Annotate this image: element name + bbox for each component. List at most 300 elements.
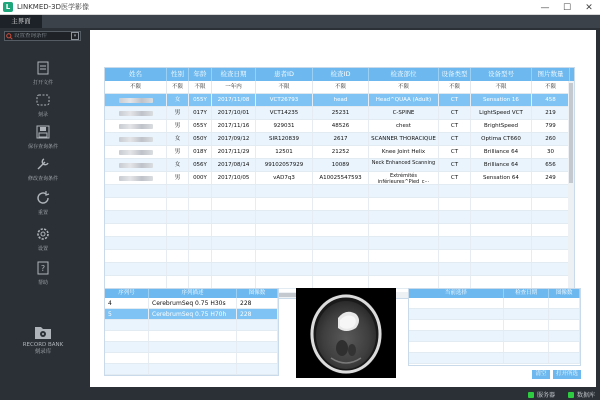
cell-date bbox=[212, 237, 256, 249]
cell-patient-id: 99102057929 bbox=[256, 159, 313, 171]
column-header-patient-id[interactable]: 患者ID bbox=[256, 68, 313, 81]
cell-image-count bbox=[237, 320, 278, 330]
cell-device-model: Optima CT660 bbox=[471, 133, 532, 145]
record-bank-label bbox=[23, 342, 64, 356]
cell-sex bbox=[167, 211, 189, 223]
cell-date: 2017/10/05 bbox=[212, 172, 256, 184]
column-header-image-count[interactable]: 图像数 bbox=[549, 289, 580, 298]
sidebar-item-label: 帮助 bbox=[37, 280, 48, 286]
cell-image-count: 219 bbox=[532, 107, 570, 119]
main-panel bbox=[90, 30, 596, 387]
minimize-button[interactable]: — bbox=[540, 2, 550, 13]
cell-body-part: SCANNER THORACIQUE bbox=[369, 133, 439, 145]
series-table bbox=[104, 288, 279, 376]
close-button[interactable]: ✕ bbox=[585, 2, 593, 13]
cell-name bbox=[105, 172, 167, 184]
series-table-header bbox=[105, 289, 278, 298]
window-controls bbox=[534, 0, 600, 15]
search-box bbox=[4, 31, 81, 41]
redacted-name bbox=[119, 98, 153, 103]
cell-image-count: 228 bbox=[237, 309, 278, 319]
filter-name[interactable]: 不限 bbox=[105, 81, 167, 93]
cell-series-number: 5 bbox=[105, 309, 149, 319]
selection-table-body bbox=[409, 298, 580, 364]
save-query-icon bbox=[35, 124, 51, 140]
study-table-header bbox=[105, 68, 574, 81]
cell-body-part: C-SPINE bbox=[369, 107, 439, 119]
cell-modality: CT bbox=[439, 159, 471, 171]
filter-modality[interactable]: 不限 bbox=[439, 81, 471, 93]
svg-text:?: ? bbox=[40, 264, 46, 273]
column-header-name[interactable]: 姓名 bbox=[105, 68, 167, 81]
cell-study-id: head bbox=[313, 94, 369, 106]
cell-body-part bbox=[369, 224, 439, 236]
cell-date bbox=[212, 276, 256, 288]
cell-image-count bbox=[532, 185, 570, 197]
cell-device-model: Brilliance 64 bbox=[471, 159, 532, 171]
app-logo-icon: L bbox=[3, 2, 13, 12]
vertical-scrollbar[interactable] bbox=[568, 81, 574, 293]
sidebar-item-label: 保存查询条件 bbox=[27, 144, 58, 150]
table-cell bbox=[409, 331, 504, 341]
record-bank-title: RECORD BANK bbox=[22, 342, 64, 348]
filter-date[interactable]: 一年内 bbox=[212, 81, 256, 93]
cell-sex: 男 bbox=[167, 107, 189, 119]
cell-date: 2017/11/08 bbox=[212, 94, 256, 106]
cell-modality bbox=[439, 185, 471, 197]
scrollbar-thumb[interactable] bbox=[569, 83, 573, 183]
cell-sex bbox=[167, 224, 189, 236]
sidebar-item-label: 修改查询条件 bbox=[27, 176, 58, 182]
cell-device-model bbox=[471, 237, 532, 249]
cell-age bbox=[189, 276, 212, 288]
cell-device-model bbox=[471, 198, 532, 210]
window-title: LINKMED-3D医学影像 bbox=[17, 3, 90, 11]
cell-image-count bbox=[532, 250, 570, 262]
cell-age: 000Y bbox=[189, 172, 212, 184]
cell-series-description bbox=[149, 342, 237, 352]
cell-patient-id bbox=[256, 211, 313, 223]
cell-age bbox=[189, 211, 212, 223]
cell-modality: CT bbox=[439, 94, 471, 106]
cell-sex bbox=[167, 263, 189, 275]
cell-name bbox=[105, 198, 167, 210]
cell-modality bbox=[439, 250, 471, 262]
table-row[interactable] bbox=[105, 331, 278, 342]
cell-device-model bbox=[471, 263, 532, 275]
cell-patient-id bbox=[256, 263, 313, 275]
search-icon[interactable] bbox=[5, 32, 14, 41]
column-header-date[interactable]: 检查日期 bbox=[212, 68, 256, 81]
ct-scan-image bbox=[296, 288, 396, 378]
table-cell bbox=[409, 353, 504, 363]
sidebar-item-edit-query[interactable] bbox=[0, 154, 86, 190]
cell-age: 018Y bbox=[189, 146, 212, 158]
table-cell bbox=[549, 331, 580, 341]
cell-image-count bbox=[237, 364, 278, 374]
cell-body-part: Neck Enhanced Scanning bbox=[369, 159, 439, 171]
clear-button[interactable]: 清空 bbox=[532, 370, 550, 379]
cell-patient-id: VCT26793 bbox=[256, 94, 313, 106]
settings-icon bbox=[35, 226, 51, 242]
cell-date bbox=[212, 250, 256, 262]
sidebar-item-save-query[interactable] bbox=[0, 122, 86, 158]
selection-table-header bbox=[409, 289, 580, 298]
cell-series-number: 4 bbox=[105, 298, 149, 308]
cell-study-id bbox=[313, 237, 369, 249]
cell-sex: 女 bbox=[167, 133, 189, 145]
cell-modality bbox=[439, 263, 471, 275]
cell-sex: 女 bbox=[167, 94, 189, 106]
cell-study-id bbox=[313, 276, 369, 288]
cell-device-model bbox=[471, 224, 532, 236]
sidebar-item-open-file[interactable] bbox=[0, 58, 86, 94]
column-header-image-count[interactable]: 图片数量 bbox=[532, 68, 570, 81]
cell-study-id bbox=[313, 224, 369, 236]
cell-patient-id bbox=[256, 224, 313, 236]
search-input[interactable] bbox=[14, 33, 71, 39]
table-row[interactable] bbox=[409, 320, 580, 331]
cell-patient-id bbox=[256, 185, 313, 197]
sidebar-item-label: 设置 bbox=[37, 246, 48, 252]
column-header-image-count[interactable]: 图像数 bbox=[237, 289, 278, 298]
cell-image-count bbox=[532, 224, 570, 236]
cell-body-part: Head^QUAA (Adult) bbox=[369, 94, 439, 106]
table-row[interactable] bbox=[105, 298, 278, 309]
cell-study-id bbox=[313, 211, 369, 223]
filter-sex[interactable]: 不限 bbox=[167, 81, 189, 93]
table-row[interactable] bbox=[409, 342, 580, 353]
cell-series-number bbox=[105, 364, 149, 374]
column-header-modality[interactable]: 设备类型 bbox=[439, 68, 471, 81]
cell-modality: CT bbox=[439, 107, 471, 119]
table-row[interactable] bbox=[409, 309, 580, 320]
title-bar bbox=[0, 0, 600, 15]
cell-age bbox=[189, 237, 212, 249]
cell-age: 055Y bbox=[189, 120, 212, 132]
table-row[interactable] bbox=[105, 94, 574, 107]
table-row[interactable] bbox=[105, 146, 574, 159]
open-file-icon bbox=[35, 60, 51, 76]
cell-body-part bbox=[369, 185, 439, 197]
cell-name bbox=[105, 133, 167, 145]
table-cell bbox=[549, 320, 580, 330]
cell-image-count bbox=[532, 198, 570, 210]
cell-modality bbox=[439, 211, 471, 223]
cell-date: 2017/09/12 bbox=[212, 133, 256, 145]
cell-series-description: CerebrumSeq 0.75 H30s bbox=[149, 298, 237, 308]
redacted-name bbox=[119, 150, 153, 155]
cell-study-id bbox=[313, 198, 369, 210]
cell-image-count: 458 bbox=[532, 94, 570, 106]
open-selected-button[interactable]: 打开所选 bbox=[553, 370, 581, 379]
cell-name bbox=[105, 224, 167, 236]
table-cell bbox=[504, 331, 549, 341]
cell-name bbox=[105, 146, 167, 158]
column-header-series-number[interactable]: 序列号 bbox=[105, 289, 149, 298]
cell-name bbox=[105, 263, 167, 275]
cell-age bbox=[189, 250, 212, 262]
cell-device-model bbox=[471, 185, 532, 197]
cell-modality bbox=[439, 276, 471, 288]
status-bar bbox=[0, 389, 600, 400]
cell-series-number bbox=[105, 320, 149, 330]
cell-patient-id: VCT14235 bbox=[256, 107, 313, 119]
cell-name bbox=[105, 120, 167, 132]
cell-image-count bbox=[532, 263, 570, 275]
cell-date: 2017/11/29 bbox=[212, 146, 256, 158]
current-selection-table bbox=[408, 288, 581, 366]
column-header-sex[interactable]: 性别 bbox=[167, 68, 189, 81]
edit-query-icon bbox=[35, 156, 51, 172]
cell-device-model: Sensation 64 bbox=[471, 172, 532, 184]
cell-modality: CT bbox=[439, 133, 471, 145]
table-cell bbox=[504, 353, 549, 363]
cell-modality: CT bbox=[439, 172, 471, 184]
cell-device-model bbox=[471, 211, 532, 223]
cell-date bbox=[212, 263, 256, 275]
table-row[interactable] bbox=[105, 309, 278, 320]
cell-age bbox=[189, 198, 212, 210]
filter-age[interactable]: 不限 bbox=[189, 81, 212, 93]
cell-body-part bbox=[369, 211, 439, 223]
cell-sex: 男 bbox=[167, 146, 189, 158]
server-status-label: 服务器 bbox=[537, 392, 556, 399]
table-row[interactable] bbox=[105, 120, 574, 133]
table-row[interactable] bbox=[105, 211, 574, 224]
table-row[interactable] bbox=[105, 185, 574, 198]
cell-device-model bbox=[471, 276, 532, 288]
study-table bbox=[104, 67, 575, 299]
column-header-body-part[interactable]: 检查部位 bbox=[369, 68, 439, 81]
cell-study-id: 10089 bbox=[313, 159, 369, 171]
cell-age: 017Y bbox=[189, 107, 212, 119]
redacted-name bbox=[119, 111, 153, 116]
cell-study-id bbox=[313, 250, 369, 262]
table-row[interactable] bbox=[105, 250, 574, 263]
table-row[interactable] bbox=[409, 353, 580, 364]
sidebar-item-burn[interactable] bbox=[0, 90, 86, 126]
cell-study-id: 21252 bbox=[313, 146, 369, 158]
table-cell bbox=[504, 309, 549, 319]
cell-name bbox=[105, 185, 167, 197]
column-header-age[interactable]: 年龄 bbox=[189, 68, 212, 81]
cell-name bbox=[105, 276, 167, 288]
table-row[interactable] bbox=[105, 198, 574, 211]
chevron-down-icon[interactable]: ▾ bbox=[71, 32, 79, 40]
help-icon bbox=[35, 260, 51, 276]
cell-sex bbox=[167, 276, 189, 288]
table-row[interactable] bbox=[105, 364, 278, 375]
burn-disc-icon bbox=[35, 92, 51, 108]
table-row[interactable] bbox=[409, 298, 580, 309]
cell-series-number bbox=[105, 331, 149, 341]
cell-series-description bbox=[149, 331, 237, 341]
cell-sex: 男 bbox=[167, 120, 189, 132]
sidebar-item-label: 刻录 bbox=[37, 112, 48, 118]
cell-body-part bbox=[369, 250, 439, 262]
cell-date: 2017/08/14 bbox=[212, 159, 256, 171]
cell-age bbox=[189, 263, 212, 275]
cell-body-part: Extrémités inférieures^Pied_c··· bbox=[369, 172, 439, 184]
cell-date bbox=[212, 211, 256, 223]
cell-device-model bbox=[471, 250, 532, 262]
table-cell bbox=[549, 353, 580, 363]
status-ok-icon bbox=[528, 392, 534, 398]
folder-disc-icon bbox=[34, 324, 52, 340]
sidebar-item-label: 打开文件 bbox=[32, 80, 53, 86]
server-status bbox=[528, 390, 555, 399]
cell-modality: CT bbox=[439, 120, 471, 132]
table-row[interactable] bbox=[105, 237, 574, 250]
cell-body-part: Knee Joint Helix bbox=[369, 146, 439, 158]
table-cell bbox=[549, 298, 580, 308]
table-row[interactable] bbox=[105, 263, 574, 276]
cell-image-count: 260 bbox=[532, 133, 570, 145]
cell-patient-id bbox=[256, 250, 313, 262]
filter-patient-id[interactable]: 不限 bbox=[256, 81, 313, 93]
cell-series-number bbox=[105, 353, 149, 363]
cell-device-model: BrightSpeed bbox=[471, 120, 532, 132]
cell-patient-id bbox=[256, 276, 313, 288]
cell-patient-id bbox=[256, 237, 313, 249]
sidebar bbox=[0, 28, 86, 400]
cell-modality bbox=[439, 198, 471, 210]
table-row[interactable] bbox=[105, 172, 574, 185]
cell-image-count bbox=[237, 342, 278, 352]
cell-image-count bbox=[532, 237, 570, 249]
database-status bbox=[568, 390, 595, 399]
cell-name bbox=[105, 94, 167, 106]
table-row[interactable] bbox=[105, 224, 574, 237]
table-row[interactable] bbox=[105, 133, 574, 146]
study-table-filter-row bbox=[105, 81, 574, 94]
cell-sex bbox=[167, 250, 189, 262]
cell-study-id bbox=[313, 263, 369, 275]
column-header-exam-date[interactable]: 检查日期 bbox=[504, 289, 549, 298]
series-table-body bbox=[105, 298, 278, 375]
cell-modality bbox=[439, 237, 471, 249]
cell-age bbox=[189, 185, 212, 197]
table-cell bbox=[409, 309, 504, 319]
cell-name bbox=[105, 211, 167, 223]
table-row[interactable] bbox=[105, 159, 574, 172]
filter-device-model[interactable]: 不限 bbox=[471, 81, 532, 93]
cell-name bbox=[105, 159, 167, 171]
column-header-current-selection[interactable]: 当前选择 bbox=[409, 289, 504, 298]
cell-study-id: 25231 bbox=[313, 107, 369, 119]
cell-image-count: 30 bbox=[532, 146, 570, 158]
cell-date bbox=[212, 198, 256, 210]
cell-series-description bbox=[149, 364, 237, 374]
cell-modality bbox=[439, 224, 471, 236]
redacted-name bbox=[119, 163, 153, 168]
cell-study-id: 48526 bbox=[313, 120, 369, 132]
cell-series-description bbox=[149, 320, 237, 330]
table-cell bbox=[549, 342, 580, 352]
sidebar-item-label: 重置 bbox=[37, 210, 48, 216]
cell-age bbox=[189, 224, 212, 236]
cell-age: 055Y bbox=[189, 94, 212, 106]
cell-age: 050Y bbox=[189, 133, 212, 145]
cell-image-count bbox=[532, 211, 570, 223]
table-row[interactable] bbox=[105, 107, 574, 120]
table-cell bbox=[504, 320, 549, 330]
database-status-label: 数据库 bbox=[577, 392, 596, 399]
cell-sex: 女 bbox=[167, 159, 189, 171]
study-table-body bbox=[105, 94, 574, 289]
cell-patient-id: SIR120839 bbox=[256, 133, 313, 145]
cell-device-model: Brilliance 64 bbox=[471, 146, 532, 158]
cell-name bbox=[105, 250, 167, 262]
sidebar-item-help[interactable] bbox=[0, 258, 86, 294]
cell-series-description bbox=[149, 353, 237, 363]
cell-date bbox=[212, 185, 256, 197]
cell-sex bbox=[167, 198, 189, 210]
column-header-device-model[interactable]: 设备型号 bbox=[471, 68, 532, 81]
cell-image-count: 249 bbox=[532, 172, 570, 184]
cell-date bbox=[212, 224, 256, 236]
record-bank-subtitle: 刻录库 bbox=[34, 349, 52, 355]
cell-body-part bbox=[369, 237, 439, 249]
cell-series-number bbox=[105, 342, 149, 352]
image-preview[interactable] bbox=[296, 288, 396, 378]
filter-body-part[interactable]: 不限 bbox=[369, 81, 439, 93]
table-cell bbox=[409, 320, 504, 330]
column-header-series-description[interactable]: 序列描述 bbox=[149, 289, 237, 298]
cell-modality: CT bbox=[439, 146, 471, 158]
filter-study-id[interactable]: 不限 bbox=[313, 81, 369, 93]
cell-image-count: 799 bbox=[532, 120, 570, 132]
sidebar-item-settings[interactable] bbox=[0, 224, 86, 260]
redacted-name bbox=[119, 124, 153, 129]
cell-image-count: 228 bbox=[237, 298, 278, 308]
maximize-button[interactable]: ☐ bbox=[562, 2, 572, 13]
table-cell bbox=[504, 298, 549, 308]
cell-study-id: 2617 bbox=[313, 133, 369, 145]
cell-patient-id: 12501 bbox=[256, 146, 313, 158]
table-row[interactable] bbox=[105, 353, 278, 364]
table-row[interactable] bbox=[105, 342, 278, 353]
cell-study-id: A10025547593 bbox=[313, 172, 369, 184]
sidebar-item-record-bank[interactable] bbox=[0, 322, 86, 362]
cell-date: 2017/11/16 bbox=[212, 120, 256, 132]
cell-device-model: Sensation 16 bbox=[471, 94, 532, 106]
table-row[interactable] bbox=[409, 331, 580, 342]
cell-body-part bbox=[369, 263, 439, 275]
cell-name bbox=[105, 107, 167, 119]
sidebar-item-reset[interactable] bbox=[0, 188, 86, 224]
cell-patient-id bbox=[256, 198, 313, 210]
redacted-name bbox=[119, 176, 153, 181]
column-header-study-id[interactable]: 检查ID bbox=[313, 68, 369, 81]
table-cell bbox=[504, 342, 549, 352]
cell-body-part: chest bbox=[369, 120, 439, 132]
tab-main[interactable]: 主界面 bbox=[0, 15, 42, 28]
cell-device-model: LightSpeed VCT bbox=[471, 107, 532, 119]
cell-image-count: 656 bbox=[532, 159, 570, 171]
table-cell bbox=[409, 298, 504, 308]
cell-patient-id: 929031 bbox=[256, 120, 313, 132]
cell-patient-id: vAD7q3 bbox=[256, 172, 313, 184]
cell-sex: 男 bbox=[167, 172, 189, 184]
filter-image-count[interactable]: 不限 bbox=[532, 81, 570, 93]
table-row[interactable] bbox=[105, 320, 278, 331]
cell-name bbox=[105, 237, 167, 249]
cell-body-part bbox=[369, 198, 439, 210]
cell-image-count bbox=[237, 331, 278, 341]
cell-series-description: CerebrumSeq 0.75 H70h bbox=[149, 309, 237, 319]
